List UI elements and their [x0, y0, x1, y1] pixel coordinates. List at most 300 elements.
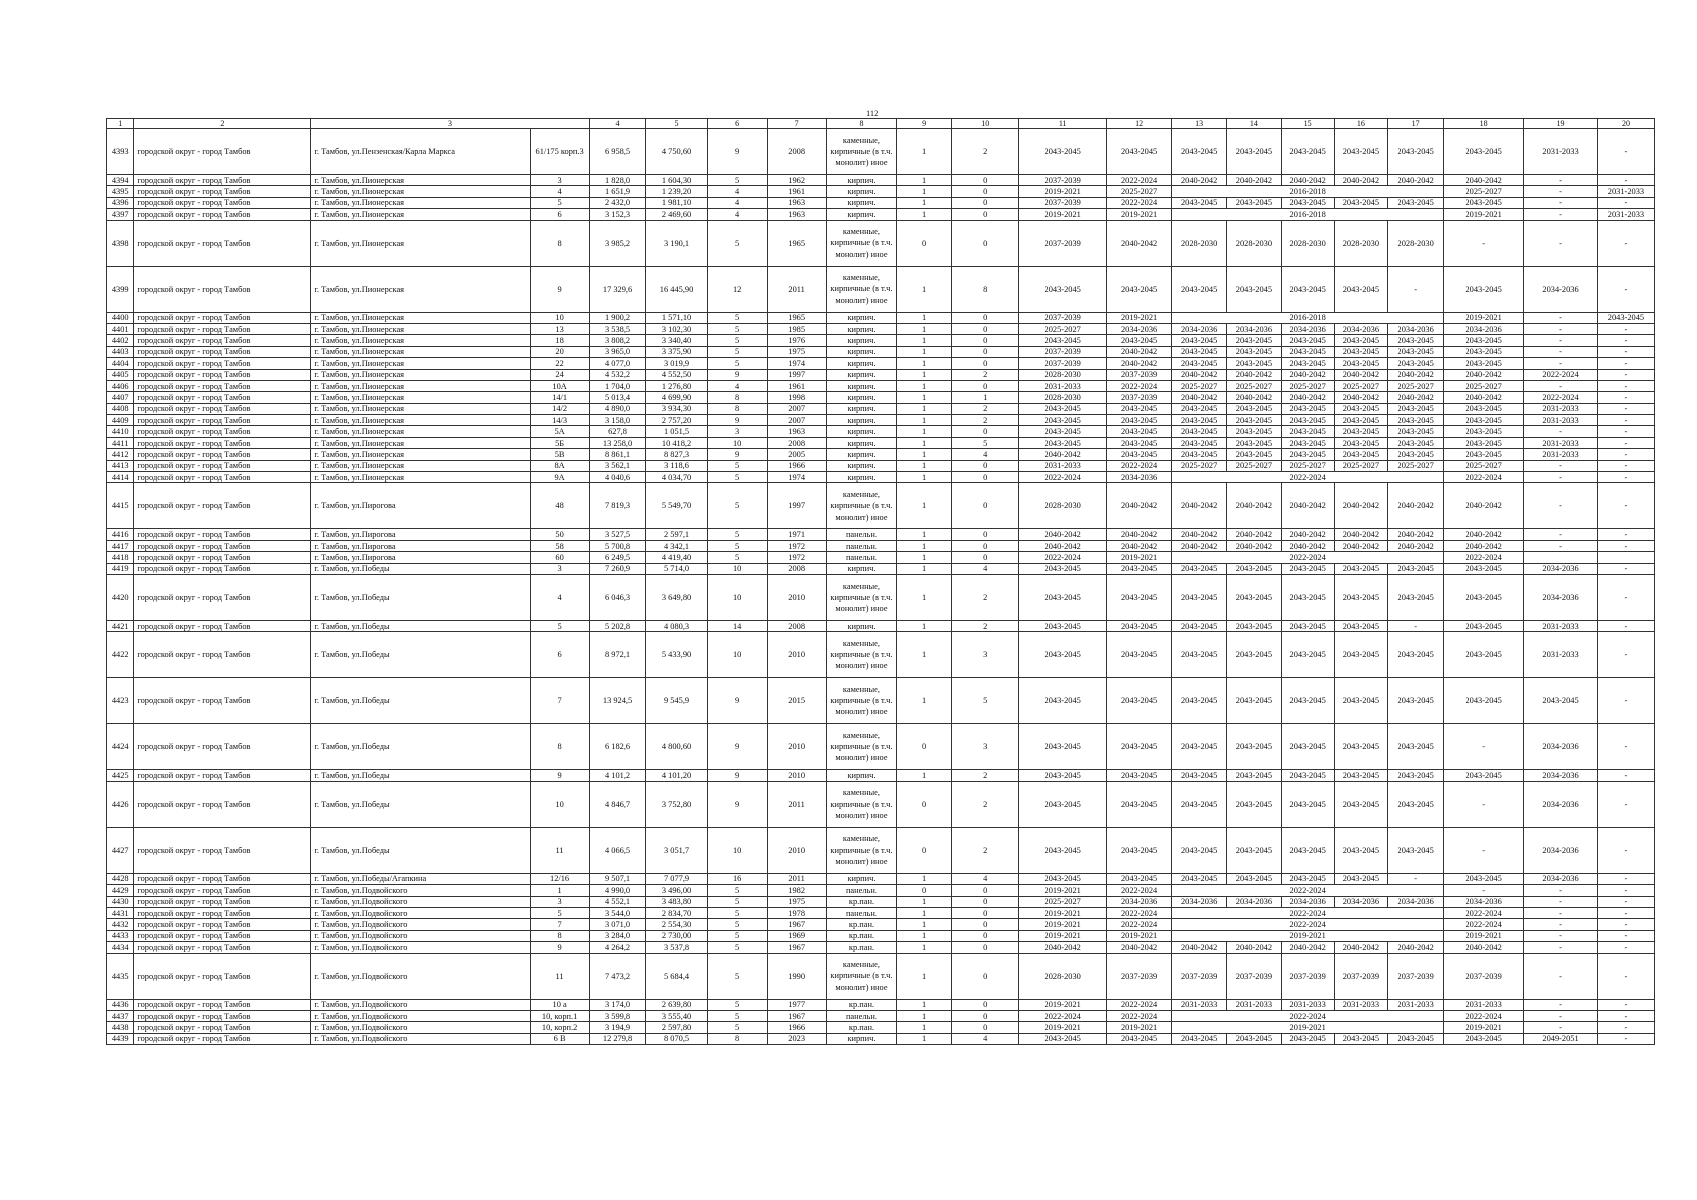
cell-area_total: 3 284,0: [589, 930, 646, 941]
cell-house: 10: [530, 781, 589, 827]
cell-c18: 2019-2021: [1444, 312, 1524, 323]
cell-c12: 2040-2042: [1106, 358, 1171, 369]
table-row: [107, 483, 1655, 529]
cell-area_total: 1 704,0: [589, 380, 646, 391]
cell-c18: 2031-2033: [1444, 999, 1524, 1010]
cell-house: 10, корп.1: [530, 1010, 589, 1021]
cell-house: 4: [530, 186, 589, 197]
cell-floors: 5: [707, 346, 767, 357]
cell-c19: 2034-2036: [1524, 724, 1598, 770]
cell-year: 1963: [767, 197, 826, 208]
cell-c10: 0: [952, 919, 1019, 930]
cell-area_total: 4 890,0: [589, 403, 646, 414]
cell-mun: городской округ - город Тамбов: [134, 415, 311, 426]
cell-area_res: 4 419,40: [646, 552, 707, 563]
cell-c19: -: [1524, 930, 1598, 941]
cell-floors: 5: [707, 220, 767, 266]
cell-area_res: 3 934,30: [646, 403, 707, 414]
cell-c19: -: [1524, 220, 1598, 266]
cell-mun: городской округ - город Тамбов: [134, 632, 311, 678]
cell-c10: 5: [952, 678, 1019, 724]
cell-material: кирпич.: [826, 335, 897, 346]
cell-material: каменные, кирпичные (в т.ч. монолит) иное: [826, 632, 897, 678]
cell-num: 4408: [107, 403, 134, 414]
cell-c19: -: [1524, 942, 1598, 953]
cell-c12: 2043-2045: [1106, 437, 1171, 448]
cell-mun: городской округ - город Тамбов: [134, 529, 311, 540]
cell-c17: 2043-2045: [1388, 437, 1444, 448]
column-number-8: 8: [826, 119, 897, 129]
cell-house: 24: [530, 369, 589, 380]
cell-c20: -: [1597, 999, 1654, 1010]
cell-c13: 2040-2042: [1172, 529, 1227, 540]
cell-c20: -: [1597, 129, 1654, 175]
cell-c16: 2028-2030: [1334, 220, 1388, 266]
cell-c17: -: [1388, 873, 1444, 884]
cell-area_total: 1 651,9: [589, 186, 646, 197]
cell-num: 4412: [107, 449, 134, 460]
cell-c12: 2043-2045: [1106, 620, 1171, 631]
cell-c12: 2040-2042: [1106, 346, 1171, 357]
cell-addr: г. Тамбов, ул.Пионерская: [311, 392, 530, 403]
column-number-16: 16: [1334, 119, 1388, 129]
cell-c14: 2043-2045: [1227, 129, 1282, 175]
cell-c16: 2043-2045: [1334, 620, 1388, 631]
cell-c19: -: [1524, 209, 1598, 220]
cell-c9: 0: [897, 781, 952, 827]
cell-num: 4419: [107, 563, 134, 574]
cell-c15: 2043-2045: [1281, 770, 1334, 781]
cell-c14: 2043-2045: [1227, 781, 1282, 827]
cell-area_res: 1 604,30: [646, 175, 707, 186]
cell-c12: 2043-2045: [1106, 563, 1171, 574]
cell-area_res: 1 051,5: [646, 426, 707, 437]
cell-addr: г. Тамбов, ул.Подвойского: [311, 885, 530, 896]
cell-c10: 0: [952, 209, 1019, 220]
cell-material: кирпич.: [826, 620, 897, 631]
cell-area_res: 2 597,1: [646, 529, 707, 540]
cell-c14: 2025-2027: [1227, 460, 1282, 471]
cell-c13: 2043-2045: [1172, 129, 1227, 175]
cell-c19: 2031-2033: [1524, 415, 1598, 426]
cell-c18: 2019-2021: [1444, 209, 1524, 220]
cell-c12: 2034-2036: [1106, 323, 1171, 334]
cell-c14: 2043-2045: [1227, 197, 1282, 208]
cell-c14: 2037-2039: [1227, 953, 1282, 999]
cell-year: 2011: [767, 781, 826, 827]
cell-c12: 2022-2024: [1106, 197, 1171, 208]
cell-c19: 2031-2033: [1524, 437, 1598, 448]
column-number-5: 5: [646, 119, 707, 129]
cell-c20: -: [1597, 885, 1654, 896]
cell-material: кр.пан.: [826, 1022, 897, 1033]
cell-house: 5А: [530, 426, 589, 437]
cell-house: 60: [530, 552, 589, 563]
cell-c14: 2043-2045: [1227, 1033, 1282, 1044]
cell-c12: 2043-2045: [1106, 770, 1171, 781]
cell-material: кирпич.: [826, 403, 897, 414]
cell-c17: 2043-2045: [1388, 426, 1444, 437]
cell-area_res: 2 469,60: [646, 209, 707, 220]
cell-span: 2022-2024: [1172, 885, 1444, 896]
cell-c18: 2043-2045: [1444, 770, 1524, 781]
cell-c16: 2043-2045: [1334, 449, 1388, 460]
cell-addr: г. Тамбов, ул.Подвойского: [311, 1022, 530, 1033]
cell-mun: городской округ - город Тамбов: [134, 358, 311, 369]
table-row: [107, 574, 1655, 620]
cell-mun: городской округ - город Тамбов: [134, 323, 311, 334]
cell-area_total: 4 264,2: [589, 942, 646, 953]
cell-c18: 2043-2045: [1444, 620, 1524, 631]
table-row: [107, 930, 1655, 941]
cell-c12: 2043-2045: [1106, 781, 1171, 827]
cell-c13: 2043-2045: [1172, 632, 1227, 678]
cell-mun: городской округ - город Тамбов: [134, 312, 311, 323]
cell-num: 4424: [107, 724, 134, 770]
table-row: [107, 529, 1655, 540]
cell-c18: 2019-2021: [1444, 930, 1524, 941]
cell-year: 1962: [767, 175, 826, 186]
cell-area_total: 6 958,5: [589, 129, 646, 175]
cell-year: 2015: [767, 678, 826, 724]
cell-addr: г. Тамбов, ул.Пионерская: [311, 369, 530, 380]
cell-floors: 5: [707, 358, 767, 369]
cell-year: 1990: [767, 953, 826, 999]
cell-c12: 2019-2021: [1106, 930, 1171, 941]
cell-addr: г. Тамбов, ул.Победы: [311, 770, 530, 781]
cell-house: 5: [530, 907, 589, 918]
cell-num: 4427: [107, 827, 134, 873]
cell-c10: 0: [952, 426, 1019, 437]
cell-c14: 2043-2045: [1227, 403, 1282, 414]
table-row: [107, 312, 1655, 323]
cell-num: 4422: [107, 632, 134, 678]
cell-c17: 2040-2042: [1388, 392, 1444, 403]
cell-house: 10, корп.2: [530, 1022, 589, 1033]
cell-c13: 2034-2036: [1172, 896, 1227, 907]
cell-c11: 2037-2039: [1019, 312, 1106, 323]
cell-c9: 1: [897, 358, 952, 369]
cell-c18: 2022-2024: [1444, 1010, 1524, 1021]
cell-house: 14/3: [530, 415, 589, 426]
cell-year: 2008: [767, 620, 826, 631]
cell-mun: городской округ - город Тамбов: [134, 220, 311, 266]
cell-c15: 2040-2042: [1281, 392, 1334, 403]
cell-house: 5В: [530, 449, 589, 460]
cell-c15: 2043-2045: [1281, 1033, 1334, 1044]
table-row: [107, 781, 1655, 827]
cell-c18: 2025-2027: [1444, 460, 1524, 471]
cell-c10: 0: [952, 1010, 1019, 1021]
cell-c12: 2037-2039: [1106, 953, 1171, 999]
table-row: [107, 1022, 1655, 1033]
cell-c12: 2043-2045: [1106, 873, 1171, 884]
cell-num: 4399: [107, 266, 134, 312]
cell-area_res: 4 750,60: [646, 129, 707, 175]
cell-addr: г. Тамбов, ул.Победы/Агапкина: [311, 873, 530, 884]
cell-c18: -: [1444, 220, 1524, 266]
cell-c20: -: [1597, 380, 1654, 391]
cell-house: 9: [530, 942, 589, 953]
cell-c9: 1: [897, 942, 952, 953]
table-row: [107, 175, 1655, 186]
cell-area_res: 2 639,80: [646, 999, 707, 1010]
cell-house: 8: [530, 724, 589, 770]
cell-year: 2007: [767, 403, 826, 414]
column-number-10: 10: [952, 119, 1019, 129]
cell-material: кирпич.: [826, 472, 897, 483]
cell-c14: 2025-2027: [1227, 380, 1282, 391]
cell-area_res: 3 190,1: [646, 220, 707, 266]
cell-c12: 2043-2045: [1106, 449, 1171, 460]
cell-house: 13: [530, 323, 589, 334]
cell-addr: г. Тамбов, ул.Пионерская: [311, 197, 530, 208]
cell-c11: 2043-2045: [1019, 403, 1106, 414]
cell-c9: 1: [897, 953, 952, 999]
cell-c11: 2019-2021: [1019, 885, 1106, 896]
cell-year: 2011: [767, 873, 826, 884]
cell-num: 4425: [107, 770, 134, 781]
cell-material: кирпич.: [826, 175, 897, 186]
cell-c20: -: [1597, 540, 1654, 551]
cell-mun: городской округ - город Тамбов: [134, 1022, 311, 1033]
cell-floors: 10: [707, 563, 767, 574]
cell-span: 2022-2024: [1172, 1010, 1444, 1021]
cell-num: 4433: [107, 930, 134, 941]
cell-c16: 2043-2045: [1334, 358, 1388, 369]
cell-year: 2008: [767, 129, 826, 175]
table-row: [107, 885, 1655, 896]
cell-c12: 2022-2024: [1106, 460, 1171, 471]
cell-c16: 2043-2045: [1334, 426, 1388, 437]
cell-c10: 4: [952, 563, 1019, 574]
cell-c13: 2028-2030: [1172, 220, 1227, 266]
cell-c19: -: [1524, 919, 1598, 930]
cell-area_total: 3 965,0: [589, 346, 646, 357]
table-row: [107, 953, 1655, 999]
cell-span: 2019-2021: [1172, 930, 1444, 941]
cell-floors: 8: [707, 392, 767, 403]
cell-num: 4418: [107, 552, 134, 563]
cell-floors: 14: [707, 620, 767, 631]
cell-floors: 5: [707, 1022, 767, 1033]
cell-year: 2008: [767, 563, 826, 574]
cell-num: 4410: [107, 426, 134, 437]
cell-area_total: 9 507,1: [589, 873, 646, 884]
cell-c12: 2022-2024: [1106, 1010, 1171, 1021]
cell-year: 1967: [767, 1010, 826, 1021]
cell-c20: -: [1597, 415, 1654, 426]
cell-c19: 2031-2033: [1524, 632, 1598, 678]
cell-c18: 2043-2045: [1444, 415, 1524, 426]
cell-c9: 1: [897, 472, 952, 483]
cell-floors: 5: [707, 460, 767, 471]
cell-c17: 2043-2045: [1388, 724, 1444, 770]
cell-addr: г. Тамбов, ул.Пионерская: [311, 346, 530, 357]
cell-c11: 2025-2027: [1019, 323, 1106, 334]
cell-material: панельн.: [826, 1010, 897, 1021]
cell-addr: г. Тамбов, ул.Пионерская: [311, 323, 530, 334]
cell-area_res: 10 418,2: [646, 437, 707, 448]
cell-c11: 2043-2045: [1019, 632, 1106, 678]
cell-floors: 5: [707, 483, 767, 529]
cell-c10: 3: [952, 724, 1019, 770]
cell-c9: 0: [897, 724, 952, 770]
cell-c17: 2043-2045: [1388, 563, 1444, 574]
cell-floors: 4: [707, 186, 767, 197]
cell-c14: 2043-2045: [1227, 724, 1282, 770]
cell-area_total: 3 152,3: [589, 209, 646, 220]
cell-floors: 4: [707, 209, 767, 220]
cell-year: 1975: [767, 896, 826, 907]
cell-floors: 5: [707, 529, 767, 540]
cell-c12: 2043-2045: [1106, 678, 1171, 724]
cell-addr: г. Тамбов, ул.Пионерская: [311, 380, 530, 391]
cell-c14: 2043-2045: [1227, 449, 1282, 460]
cell-area_total: 12 279,8: [589, 1033, 646, 1044]
cell-num: 4430: [107, 896, 134, 907]
cell-c20: -: [1597, 827, 1654, 873]
cell-mun: городской округ - город Тамбов: [134, 563, 311, 574]
cell-addr: г. Тамбов, ул.Пионерская: [311, 358, 530, 369]
cell-c19: -: [1524, 1010, 1598, 1021]
cell-c17: 2034-2036: [1388, 323, 1444, 334]
column-number-9: 9: [897, 119, 952, 129]
cell-c13: 2043-2045: [1172, 426, 1227, 437]
cell-c20: -: [1597, 563, 1654, 574]
cell-mun: городской округ - город Тамбов: [134, 827, 311, 873]
cell-num: 4413: [107, 460, 134, 471]
table-row: [107, 197, 1655, 208]
cell-floors: 5: [707, 930, 767, 941]
column-number-14: 14: [1227, 119, 1282, 129]
cell-c18: 2043-2045: [1444, 437, 1524, 448]
cell-c10: 0: [952, 483, 1019, 529]
cell-c9: 1: [897, 529, 952, 540]
cell-c12: 2040-2042: [1106, 529, 1171, 540]
cell-c10: 5: [952, 437, 1019, 448]
table-row: [107, 266, 1655, 312]
cell-floors: 5: [707, 885, 767, 896]
column-number-17: 17: [1388, 119, 1444, 129]
cell-c12: 2022-2024: [1106, 999, 1171, 1010]
cell-c15: 2043-2045: [1281, 724, 1334, 770]
cell-mun: городской округ - город Тамбов: [134, 574, 311, 620]
cell-floors: 16: [707, 873, 767, 884]
cell-c10: 0: [952, 472, 1019, 483]
table-row: [107, 552, 1655, 563]
cell-mun: городской округ - город Тамбов: [134, 266, 311, 312]
cell-floors: 9: [707, 415, 767, 426]
cell-num: 4402: [107, 335, 134, 346]
cell-area_total: 2 432,0: [589, 197, 646, 208]
cell-c13: 2043-2045: [1172, 335, 1227, 346]
table-row: [107, 186, 1655, 197]
cell-material: каменные, кирпичные (в т.ч. монолит) иное: [826, 781, 897, 827]
cell-year: 2010: [767, 724, 826, 770]
cell-c13: 2043-2045: [1172, 574, 1227, 620]
cell-house: 48: [530, 483, 589, 529]
cell-floors: 12: [707, 266, 767, 312]
cell-c18: 2022-2024: [1444, 552, 1524, 563]
cell-c14: 2040-2042: [1227, 540, 1282, 551]
cell-area_res: 4 080,3: [646, 620, 707, 631]
cell-c11: 2028-2030: [1019, 483, 1106, 529]
cell-c15: 2034-2036: [1281, 323, 1334, 334]
table-body: [107, 119, 1655, 1045]
cell-c16: 2043-2045: [1334, 403, 1388, 414]
cell-year: 1976: [767, 335, 826, 346]
cell-c20: -: [1597, 358, 1654, 369]
cell-year: 1982: [767, 885, 826, 896]
cell-c20: -: [1597, 266, 1654, 312]
table-row: [107, 220, 1655, 266]
cell-mun: городской округ - город Тамбов: [134, 907, 311, 918]
cell-c17: 2043-2045: [1388, 129, 1444, 175]
cell-house: 7: [530, 919, 589, 930]
cell-c9: 1: [897, 999, 952, 1010]
table-row: [107, 460, 1655, 471]
cell-c9: 1: [897, 415, 952, 426]
cell-c12: 2034-2036: [1106, 472, 1171, 483]
cell-material: кирпич.: [826, 358, 897, 369]
cell-c16: 2043-2045: [1334, 415, 1388, 426]
cell-c9: 0: [897, 827, 952, 873]
cell-c12: 2043-2045: [1106, 574, 1171, 620]
cell-c18: 2043-2045: [1444, 346, 1524, 357]
cell-c10: 0: [952, 380, 1019, 391]
cell-mun: городской округ - город Тамбов: [134, 197, 311, 208]
table-row: [107, 873, 1655, 884]
cell-c10: 2: [952, 403, 1019, 414]
cell-c12: 2043-2045: [1106, 1033, 1171, 1044]
cell-c12: 2043-2045: [1106, 827, 1171, 873]
table-row: [107, 907, 1655, 918]
cell-c20: -: [1597, 472, 1654, 483]
cell-c19: 2031-2033: [1524, 403, 1598, 414]
cell-area_total: 3 174,0: [589, 999, 646, 1010]
cell-year: 1985: [767, 323, 826, 334]
cell-c18: -: [1444, 724, 1524, 770]
cell-c20: -: [1597, 770, 1654, 781]
cell-c11: 2043-2045: [1019, 724, 1106, 770]
cell-c11: 2043-2045: [1019, 781, 1106, 827]
cell-c18: 2034-2036: [1444, 896, 1524, 907]
cell-c10: 3: [952, 632, 1019, 678]
cell-c10: 0: [952, 312, 1019, 323]
cell-floors: 9: [707, 781, 767, 827]
cell-c10: 2: [952, 827, 1019, 873]
cell-house: 5Б: [530, 437, 589, 448]
cell-addr: г. Тамбов, ул.Победы: [311, 781, 530, 827]
cell-c19: -: [1524, 896, 1598, 907]
cell-c13: 2040-2042: [1172, 540, 1227, 551]
cell-c17: 2043-2045: [1388, 1033, 1444, 1044]
cell-c16: 2034-2036: [1334, 896, 1388, 907]
cell-c20: -: [1597, 942, 1654, 953]
cell-c10: 0: [952, 1022, 1019, 1033]
cell-area_res: 16 445,90: [646, 266, 707, 312]
cell-c12: 2043-2045: [1106, 129, 1171, 175]
cell-c16: 2043-2045: [1334, 266, 1388, 312]
cell-c11: 2022-2024: [1019, 1010, 1106, 1021]
cell-year: 1997: [767, 483, 826, 529]
cell-c20: -: [1597, 1033, 1654, 1044]
cell-area_res: 3 340,40: [646, 335, 707, 346]
cell-c15: 2037-2039: [1281, 953, 1334, 999]
cell-c12: 2043-2045: [1106, 426, 1171, 437]
cell-c9: 1: [897, 460, 952, 471]
